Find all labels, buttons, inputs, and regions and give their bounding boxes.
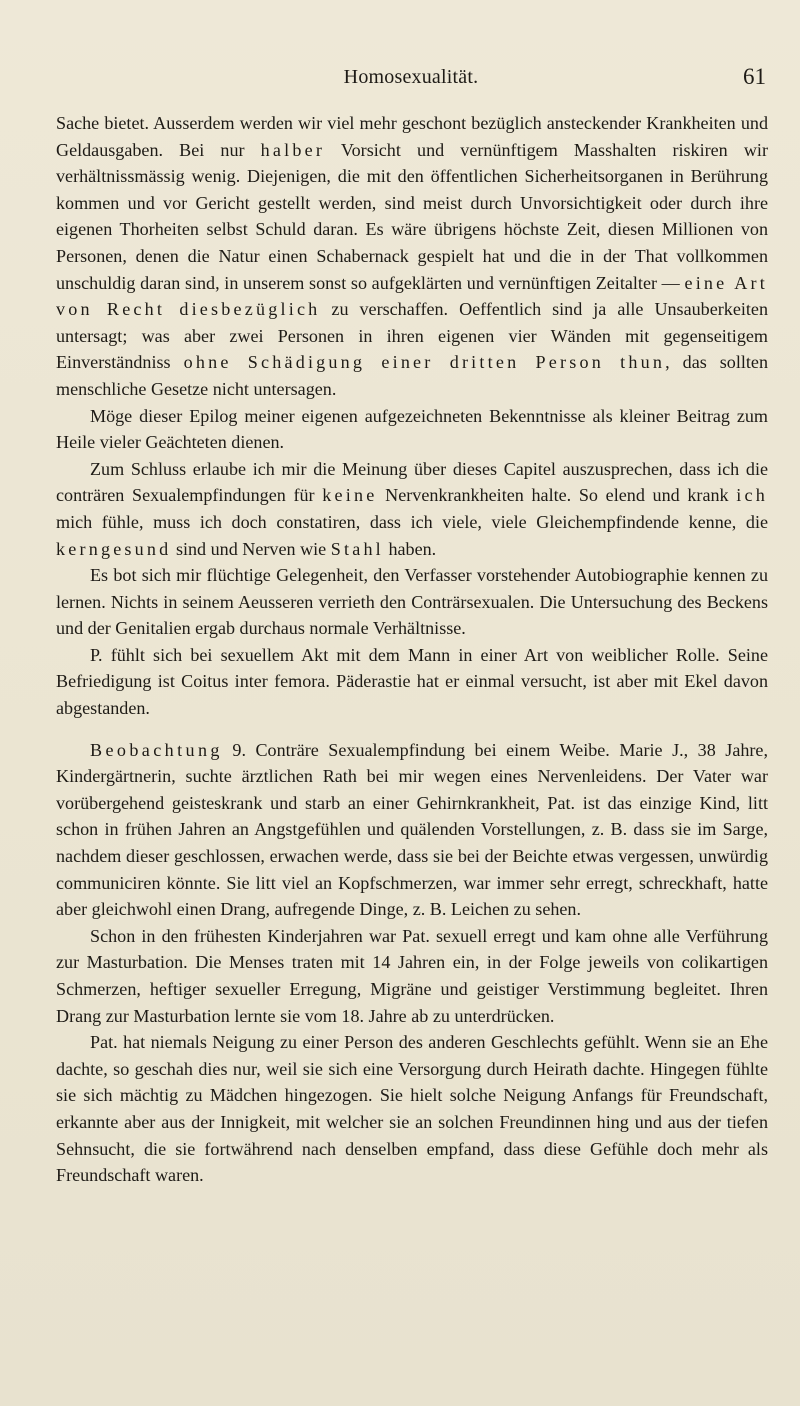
paragraph-text: Zum Schluss erlaube ich mir die Meinung über dieses Capitel auszusprechen, dass ich die conträren Sexualempfindungen für [56,458,768,506]
paragraph-text: Nervenkrankheiten halte. So elend und krank [377,485,737,506]
paragraph-3 [56,456,768,562]
paragraph-text: Schon in den frühesten Kinderjahren war Pat. sexuell erregt und kam ohne alle Verführung zur Masturbation. Die Menses traten mit 14 Jahren ein, in der Folge jeweils von colikartigen Schmerzen, heftiger sexueller Erregung, Migräne und geistiger Verstimmung begleitet. Ihren Drang zur Masturbation lernte sie vom 18. Jahre ab zu unterdrücken. [56,925,768,1026]
spaced-emphasis-text: eine Art von Recht diesbezüglich [56,272,769,320]
spaced-emphasis-text: halber [260,139,326,160]
paragraph-text: zu verschaffen. Oeffentlich sind ja alle Unsauberkeiten untersagt; was aber zwei Personen in ihren eigenen vier Wänden mit gegenseitigem Einverständniss [56,299,768,373]
paragraph-text: sind und Nerven wie [171,538,331,559]
paragraph-1 [56,110,768,403]
spaced-emphasis-text: ich [736,485,768,506]
page-number: 61 [743,64,766,89]
paragraph-8 [56,1029,768,1189]
page-header [56,66,766,100]
spaced-emphasis-text: kerngesund [56,538,172,559]
paragraph-2 [56,403,768,456]
paragraph-text: haben. [383,538,437,559]
paragraph-observation-9 [56,737,768,923]
paragraph-text: mich fühle, muss ich doch constatiren, dass ich viele, viele Gleichempfindende kenne, die [56,511,768,532]
paragraph-text: Sache bietet. Ausserdem werden wir viel mehr geschont bezüglich ansteckender Krankheiten und Geldausgaben. Bei nur [56,113,768,160]
paragraph-text: P. fühlt sich bei sexuellem Akt mit dem Mann in einer Art von weiblicher Rolle. Seine Befriedigung ist Coitus inter femora. Päderastie hat er einmal versucht, ist aber mit Ekel davon abgestanden. [56,644,768,719]
paragraph-text: Es bot sich mir flüchtige Gelegenheit, den Verfasser vorstehender Autobiographie kennen zu lernen. Nichts in seinem Aeusseren verrieth den Conträrsexualen. Die Untersuchung des Beckens und der Genitalien ergab durchaus normale Verhältnisse. [56,565,768,639]
spaced-emphasis-text: keine [322,485,378,506]
running-head: Homosexualität. [343,66,479,88]
spaced-emphasis-text: ohne Schädigung einer dritten Person thun [183,352,666,373]
paragraph-text: , das sollten menschliche Gesetze nicht untersagen. [56,352,769,399]
paragraph-text: Pat. hat niemals Neigung zu einer Person des anderen Geschlechts gefühlt. Wenn sie an Ehe dachte, so geschah dies nur, weil sie sich eine Versorgung durch Heirath dachte. Hingegen fühlte sie sich mächtig zu Mädchen hingezogen. Sie hielt solche Neigung Anfangs für Freundschaft, erkannte aber aus der Innigkeit, mit welcher sie an solchen Freundinnen hing und aus der tiefen Sehnsucht, die sie fortwährend nach denselben empfand, dass diese Gefühle doch mehr als Freundschaft waren. [56,1032,768,1186]
spaced-emphasis-text: Stahl [330,538,384,559]
paragraph-text: Vorsicht und vernünftigem Masshalten riskiren wir verhältnissmässig wenig. Diejenigen, die mit den öffentlichen Sicherheitsorganen in Berührung kommen und vor Gericht gestellt werden, sind meist durch Unvorsichtigkeit oder durch ihre eigenen Thorheiten selbst Schuld daran. Es wäre übrigens höchste Zeit, diesen Millionen von Personen, denen die Natur einen Schabernack gespielt hat und die in der That vollkommen unschuldig daran sind, in unserem sonst so aufgeklärten und vernünftigen Zeitalter — [56,139,768,293]
paragraph-4 [56,562,768,642]
body-text [56,110,768,1189]
observation-heading: Beobachtung [90,739,223,760]
paragraph-text: Möge dieser Epilog meiner eigenen aufgezeichneten Bekenntnisse als kleiner Beitrag zum Heile vieler Geächteten dienen. [56,405,768,453]
paragraph-7 [56,923,768,1029]
paragraph-5 [56,642,768,722]
paragraph-text: 9. Conträre Sexualempfindung bei einem Weibe. Marie J., 38 Jahre, Kindergärtnerin, suchte ärztlichen Rath bei mir wegen eines Nervenleidens. Der Vater war vorübergehend geisteskrank und starb an einer Gehirnkrankheit, Pat. ist das einzige Kind, litt schon in frühen Jahren an Angstgefühlen und quälenden Vorstellungen, z. B. dass sie im Sarge, nachdem dieser geschlossen, erwachen werde, dass sie bei der Beichte etwas vergessen, unwürdig communiciren könnte. Sie litt viel an Kopfschmerzen, war immer sehr erregt, schreckhaft, hatte aber gleichwohl einen Drang, aufregende Dinge, z. B. Leichen zu sehen. [56,739,768,920]
